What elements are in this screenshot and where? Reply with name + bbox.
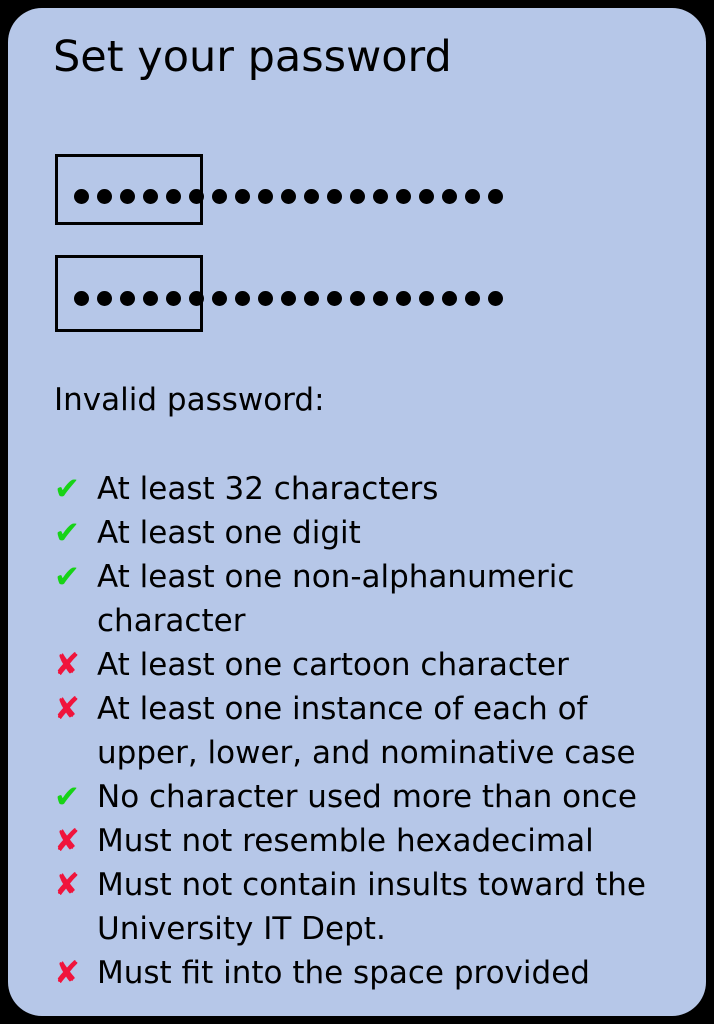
password-dot	[488, 189, 503, 204]
check-icon: ✔	[54, 471, 80, 507]
password-dot	[143, 291, 158, 306]
password-dot	[120, 189, 135, 204]
password-dot	[373, 189, 388, 204]
requirement-label: At least one instance of each of upper, lower, and nominative case	[97, 691, 636, 771]
check-icon: ✔	[54, 515, 80, 551]
password-dot	[281, 291, 296, 306]
password-dot	[97, 291, 112, 306]
password-dot	[373, 291, 388, 306]
cross-icon: ✘	[54, 955, 80, 991]
password-dot	[442, 291, 457, 306]
password-dot	[212, 189, 227, 204]
password-dot	[350, 189, 365, 204]
password-dot	[143, 189, 158, 204]
requirement-item	[52, 467, 692, 511]
password-dot	[97, 189, 112, 204]
password-dot	[419, 291, 434, 306]
password-dot	[327, 189, 342, 204]
password-dot	[235, 291, 250, 306]
password-input-dots	[74, 189, 511, 204]
password-dot	[74, 189, 89, 204]
password-dot	[465, 189, 480, 204]
validation-status-label: Invalid password:	[54, 382, 325, 418]
password-dot	[465, 291, 480, 306]
confirm-password-input-dots	[74, 291, 511, 306]
password-requirements-list	[52, 467, 692, 995]
password-dot	[419, 189, 434, 204]
requirement-label: Must fit into the space provided	[97, 955, 590, 991]
requirement-label: No character used more than once	[97, 779, 637, 815]
cross-icon: ✘	[54, 647, 80, 683]
cross-icon: ✘	[54, 867, 80, 903]
password-dot	[304, 189, 319, 204]
cross-icon: ✘	[54, 823, 80, 859]
password-dot	[258, 291, 273, 306]
requirement-label: At least one non-alphanumeric character	[97, 559, 575, 639]
check-icon: ✔	[54, 559, 80, 595]
requirement-item	[52, 555, 692, 643]
cross-icon: ✘	[54, 691, 80, 727]
password-dot	[258, 189, 273, 204]
password-dot	[189, 291, 204, 306]
password-dot	[74, 291, 89, 306]
password-dot	[120, 291, 135, 306]
password-dot	[396, 189, 411, 204]
password-dot	[189, 189, 204, 204]
requirement-label: Must not contain insults toward the University IT Dept.	[97, 867, 647, 947]
requirement-item	[52, 775, 692, 819]
requirement-item	[52, 863, 692, 951]
password-dialog	[8, 8, 706, 1016]
requirement-label: At least one cartoon character	[97, 647, 569, 683]
requirement-label: At least one digit	[97, 515, 361, 551]
check-icon: ✔	[54, 779, 80, 815]
requirement-item	[52, 643, 692, 687]
requirement-label: Must not resemble hexadecimal	[97, 823, 594, 859]
password-dot	[396, 291, 411, 306]
password-dot	[304, 291, 319, 306]
password-dot	[281, 189, 296, 204]
password-dot	[327, 291, 342, 306]
requirement-item	[52, 687, 692, 775]
page-title: Set your password	[53, 32, 452, 82]
requirement-item	[52, 951, 692, 995]
password-dot	[166, 291, 181, 306]
password-dot	[350, 291, 365, 306]
password-dot	[212, 291, 227, 306]
password-dot	[166, 189, 181, 204]
password-dot	[442, 189, 457, 204]
password-dot	[488, 291, 503, 306]
password-dot	[235, 189, 250, 204]
requirement-item	[52, 819, 692, 863]
requirement-item	[52, 511, 692, 555]
requirement-label: At least 32 characters	[97, 471, 439, 507]
